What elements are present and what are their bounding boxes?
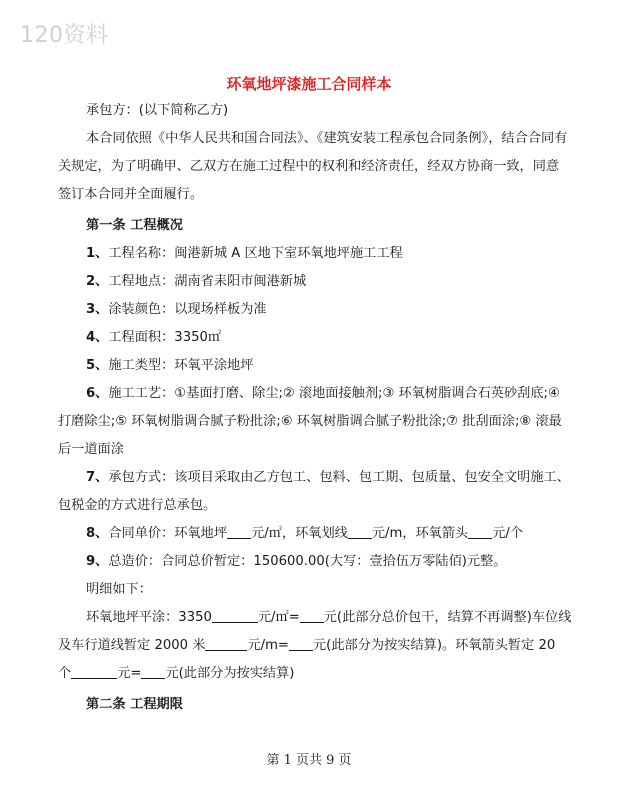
item-number: 7、 [86,470,109,485]
fill-blank [141,664,165,679]
item-number: 4、 [86,330,109,345]
item-number: 8、 [86,526,109,541]
item-3 [86,296,572,324]
intro-paragraph: 本合同依照《中华人民共和国合同法》、《建筑安装工程承包合同条例》，结合合同有关规定，为了明确甲、乙双方在施工过程中的权利和经济责任，经双方协商一致，同意签订本合同并全面履行。 [58,131,568,202]
item-number: 2、 [86,274,109,289]
detail-label: 明细如下： [86,582,152,597]
item-text: 施工工艺：①基面打磨、除尘;② 滚地面接触剂;③ 环氧树脂调合石英砂刮底;④ 打磨除尘;⑤ 环氧树脂调合腻子粉批涂;⑥ 环氧树脂调合腻子粉批涂;⑦ 批刮面涂;⑧ 滚最后一道面涂 [58,386,562,457]
item-2 [86,268,572,296]
item-9 [86,548,572,576]
item-number: 6、 [86,386,109,401]
detail-text: 元(此部分为按实结算) [165,666,295,681]
item-7 [58,464,572,520]
fill-blank [289,636,313,651]
item-text: 元/㎡，环氧划线 [251,526,348,541]
item-text: 元/个 [492,526,524,541]
item-text: 总造价：合同总价暂定：150600.00(大写：壹拾伍万零陆佰)元整。 [108,554,507,569]
article-1-heading: 第一条 工程概况 [86,218,183,233]
item-text: 施工类型：环氧平涂地坪 [108,358,254,373]
item-text: 涂装颜色：以现场样板为准 [108,302,267,317]
detail-text: 元(此部分为按实结算)。环氧箭头暂定 20 个 [58,638,556,681]
item-text: 元/m，环氧箭头 [371,526,469,541]
item-number: 9、 [86,554,109,569]
detail-text: 元= [117,666,142,681]
fill-blank [71,664,117,679]
watermark: 120资料 [20,23,109,48]
item-text: 工程面积：3350㎡ [108,330,222,345]
detail-paragraph [58,604,572,688]
item-text: 合同单价：环氧地坪 [108,526,228,541]
item-number: 1、 [86,246,109,261]
fill-blank [468,524,492,539]
fill-blank [212,608,258,623]
item-8 [86,520,572,548]
fill-blank [205,636,247,651]
item-6 [58,380,572,464]
detail-text: 元(此部分总价包干，结算不再调整)车位线及车行道线暂定 2000 米 [58,610,572,653]
item-text: 承包方式：该项目采取由乙方包工、包料、包工期、包质量、包安全文明施工、包税金的方式进行总承包。 [58,470,570,513]
fill-blank [227,524,251,539]
item-text: 工程名称：闽港新城 A 区地下室环氧地坪施工工程 [108,246,403,261]
item-number: 3、 [86,302,109,317]
document-title: 环氧地坪漆施工合同样本 [226,75,392,93]
page-footer: 第 1 页共 9 页 [266,753,352,768]
item-4 [86,324,572,352]
detail-text: 元/m= [247,638,289,653]
fill-blank [348,524,372,539]
detail-text: 环氧地坪平涂：3350 [86,610,212,625]
article-2-heading: 第二条 工程期限 [86,697,183,712]
contractor-line: 承包方：(以下简称乙方) [86,103,229,118]
item-number: 5、 [86,358,109,373]
fill-blank [300,608,324,623]
detail-text: 元/㎡= [257,610,300,625]
item-text: 工程地点：湖南省耒阳市闽港新城 [108,274,307,289]
item-5 [86,352,572,380]
document-body [58,97,572,719]
item-1 [86,240,572,268]
